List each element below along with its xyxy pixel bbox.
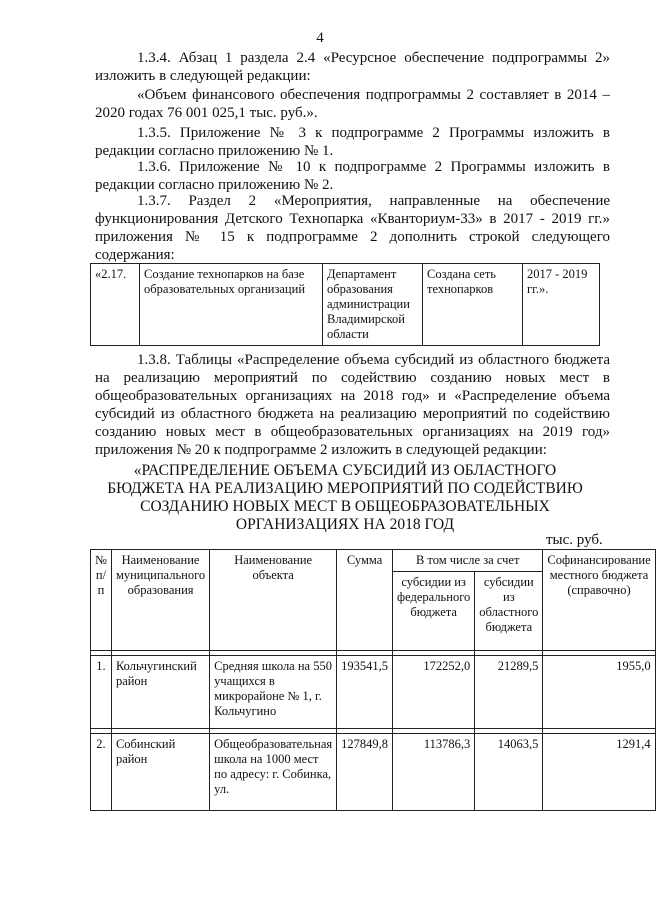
header-local: Софинансирование местного бюджета (справочно) (543, 550, 655, 651)
header-municipality: Наименование муниципального образования (111, 550, 209, 651)
cell-num: «2.17. (91, 264, 140, 346)
page-number: 4 (316, 30, 324, 46)
row-regional: 14063,5 (475, 734, 543, 811)
row-num: 1. (91, 656, 112, 729)
unit-label: тыс. руб. (546, 532, 603, 548)
inserted-row-table (90, 263, 600, 346)
row-local: 1291,4 (543, 734, 655, 811)
row-sum: 193541,5 (337, 656, 393, 729)
header-regional: субсидии из областного бюджета (475, 572, 543, 651)
row-regional: 21289,5 (475, 656, 543, 729)
row-municipality: Собинский район (111, 734, 209, 811)
paragraph-1-3-5: 1.3.5. Приложение № 3 к подпрограмме 2 Программы изложить в редакции согласно приложению № 1. (95, 125, 610, 159)
cell-name: Создание технопарков на базе образовательных организаций (140, 264, 323, 346)
row-num: 2. (91, 734, 112, 811)
table-row (91, 734, 656, 811)
paragraph-1-3-4: 1.3.4. Абзац 1 раздела 2.4 «Ресурсное обеспечение подпрограммы 2» изложить в следующей редакции: (95, 50, 610, 84)
row-sum: 127849,8 (337, 734, 393, 811)
paragraph-1-3-8: 1.3.8. Таблицы «Распределение объема субсидий из областного бюджета на реализацию мероприятий по содействию созданию новых мест в общеобразовательных организациях на 2018 год» и «Распределение объема субсидий из областного бюджета на реализацию мероприятий по содействию созданию новых мест в общеобразовательных организациях на 2019 год» приложения № 20 к подпрограмме 2 изложить в следующей редакции: (95, 352, 610, 458)
header-sum: Сумма (337, 550, 393, 651)
cell-period: 2017 - 2019 гг.». (523, 264, 600, 346)
header-federal: субсидии из федерального бюджета (393, 572, 475, 651)
subsidy-table (90, 549, 656, 811)
paragraph-1-3-6: 1.3.6. Приложение № 10 к подпрограмме 2 Программы изложить в редакции согласно приложению № 2. (95, 159, 610, 193)
row-federal: 113786,3 (393, 734, 475, 811)
row-municipality: Кольчугинский район (111, 656, 209, 729)
header-including: В том числе за счет (393, 550, 543, 572)
cell-executor: Департамент образования администрации Владимирской области (323, 264, 423, 346)
table-title: «РАСПРЕДЕЛЕНИЕ ОБЪЕМА СУБСИДИЙ ИЗ ОБЛАСТНОГО БЮДЖЕТА НА РЕАЛИЗАЦИЮ МЕРОПРИЯТИЙ ПО СОДЕЙСТВИЮ СОЗДАНИЮ НОВЫХ МЕСТ В ОБЩЕОБРАЗОВАТЕЛЬНЫХ ОРГАНИЗАЦИЯХ НА 2018 ГОД (107, 462, 583, 533)
paragraph-1-3-7: 1.3.7. Раздел 2 «Мероприятия, направленные на обеспечение функционирования Детского Технопарка «Кванториум-33» в 2017 - 2019 гг.» приложения № 15 к подпрограмме 2 дополнить строкой следующего содержания: (95, 193, 610, 263)
table-row (91, 264, 600, 346)
header-num: № п/п (91, 550, 112, 651)
cell-result: Создана сеть технопарков (423, 264, 523, 346)
row-local: 1955,0 (543, 656, 655, 729)
row-federal: 172252,0 (393, 656, 475, 729)
row-object: Общеобразовательная школа на 1000 мест по адресу: г. Собинка, ул. (210, 734, 337, 811)
paragraph-quote-financing: «Объем финансового обеспечения подпрограммы 2 составляет в 2014 – 2020 годах 76 001 025,1 тыс. руб.». (95, 87, 610, 121)
row-object: Средняя школа на 550 учащихся в микрорайоне № 1, г. Кольчугино (210, 656, 337, 729)
header-row (91, 550, 656, 572)
table-row (91, 656, 656, 729)
header-object: Наименование объекта (210, 550, 337, 651)
